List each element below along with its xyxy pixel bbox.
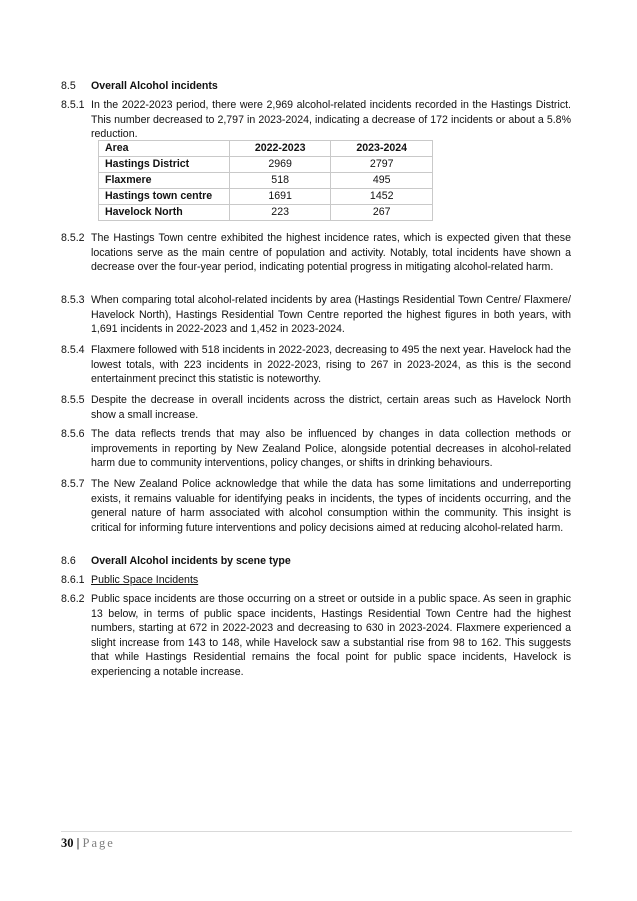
section-title: Overall Alcohol incidents [91, 80, 218, 92]
paragraph-text: Flaxmere followed with 518 incidents in 2022-2023, decreasing to 495 the next year. Havelock had the lowest totals, with 223 incidents in 2022-2023, rising to 267 in 2023-2024, as this is the second entertainment precinct this statistic is noteworthy. [91, 344, 571, 386]
cell-value: 495 [331, 173, 433, 189]
footer-separator: | [76, 836, 80, 850]
paragraph-8-5-6 [61, 427, 571, 471]
table-row [99, 205, 433, 221]
footer-divider [61, 831, 572, 832]
cell-value: 1452 [331, 189, 433, 205]
paragraph-number: 8.5.6 [61, 428, 85, 440]
paragraph-number: 8.5.1 [61, 99, 85, 111]
incidents-by-area-table [98, 140, 433, 221]
section-heading-8-6 [61, 554, 581, 569]
cell-area: Flaxmere [99, 173, 230, 189]
paragraph-number: 8.6.2 [61, 593, 85, 605]
column-header-area: Area [99, 141, 230, 157]
paragraph-8-5-5 [61, 393, 571, 422]
cell-area: Havelock North [99, 205, 230, 221]
paragraph-number: 8.5.5 [61, 394, 85, 406]
paragraph-text: When comparing total alcohol-related incidents by area (Hastings Residential Town Centre/ Flaxmere/ Havelock North), Hastings Residential Town Centre reported the highest figures in both years, with 1,691 incidents in 2022-2023 and 1,452 in 2023-2024. [91, 294, 571, 336]
cell-value: 267 [331, 205, 433, 221]
cell-value: 2797 [331, 157, 433, 173]
cell-area: Hastings District [99, 157, 230, 173]
paragraph-number: 8.5.4 [61, 344, 85, 356]
table-row [99, 157, 433, 173]
table-row [99, 173, 433, 189]
cell-value: 518 [229, 173, 331, 189]
cell-value: 223 [229, 205, 331, 221]
cell-area: Hastings town centre [99, 189, 230, 205]
paragraph-8-5-1 [61, 98, 571, 142]
page-label: Page [82, 836, 115, 850]
paragraph-8-5-3 [61, 293, 571, 337]
paragraph-text: The New Zealand Police acknowledge that while the data has some limitations and underreporting exists, it remains valuable for identifying peaks in incidents, the types of incidents occurring, and the general nature of harm associated with alcohol consumption within the community. This insight is critical for informing future interventions and policy decisions aimed at reducing alcohol-related harm. [91, 478, 571, 534]
column-header-2023-2024: 2023-2024 [331, 141, 433, 157]
page-number: 30 [61, 836, 74, 850]
paragraph-text: In the 2022-2023 period, there were 2,969 alcohol-related incidents recorded in the Hastings District. This number decreased to 2,797 in 2023-2024, indicating a decrease of 172 incidents or about a 5.8% reduction. [91, 99, 571, 141]
page-footer [61, 836, 115, 851]
paragraph-8-6-1 [61, 573, 571, 588]
section-heading-8-5 [61, 79, 581, 94]
paragraph-8-5-2 [61, 231, 571, 275]
paragraph-text: Public space incidents are those occurring on a street or outside in a public space. As seen in graphic 13 below, in terms of public space incidents, Hastings Residential Town Centre had the highest numbers, starting at 672 in 2022-2023 and decreasing to 630 in 2023-2024. Flaxmere experienced a slight increase from 143 to 148, while Havelock saw a substantial rise from 98 to 162. This suggests that while Hastings Residential remains the focal point for public space incidents, Havelock is experiencing a notable increase. [91, 593, 571, 678]
cell-value: 2969 [229, 157, 331, 173]
paragraph-text: The data reflects trends that may also be influenced by changes in data collection methods or improvements in reporting by New Zealand Police, alongside potential decreases in alcohol-related harm due to community interventions, policy changes, or shifts in drinking behaviours. [91, 428, 571, 470]
section-title: Overall Alcohol incidents by scene type [91, 555, 291, 567]
section-number: 8.5 [61, 80, 76, 92]
subheading-public-space-incidents: Public Space Incidents [91, 574, 199, 586]
paragraph-8-5-4 [61, 343, 571, 387]
paragraph-number: 8.5.7 [61, 478, 85, 490]
paragraph-number: 8.5.3 [61, 294, 85, 306]
paragraph-8-6-2 [61, 592, 571, 680]
table-header-row [99, 141, 433, 157]
column-header-2022-2023: 2022-2023 [229, 141, 331, 157]
paragraph-number: 8.6.1 [61, 574, 85, 586]
paragraph-text: The Hastings Town centre exhibited the highest incidence rates, which is expected given that these locations serve as the main centre of population and activity. Notably, total incidents have shown a decrease over the four-year period, indicating potential progress in mitigating alcohol-related harm. [91, 232, 571, 274]
paragraph-8-5-7 [61, 477, 571, 535]
paragraph-text: Despite the decrease in overall incidents across the district, certain areas such as Havelock North show a small increase. [91, 394, 571, 421]
table-row [99, 189, 433, 205]
section-number: 8.6 [61, 555, 76, 567]
cell-value: 1691 [229, 189, 331, 205]
paragraph-number: 8.5.2 [61, 232, 85, 244]
